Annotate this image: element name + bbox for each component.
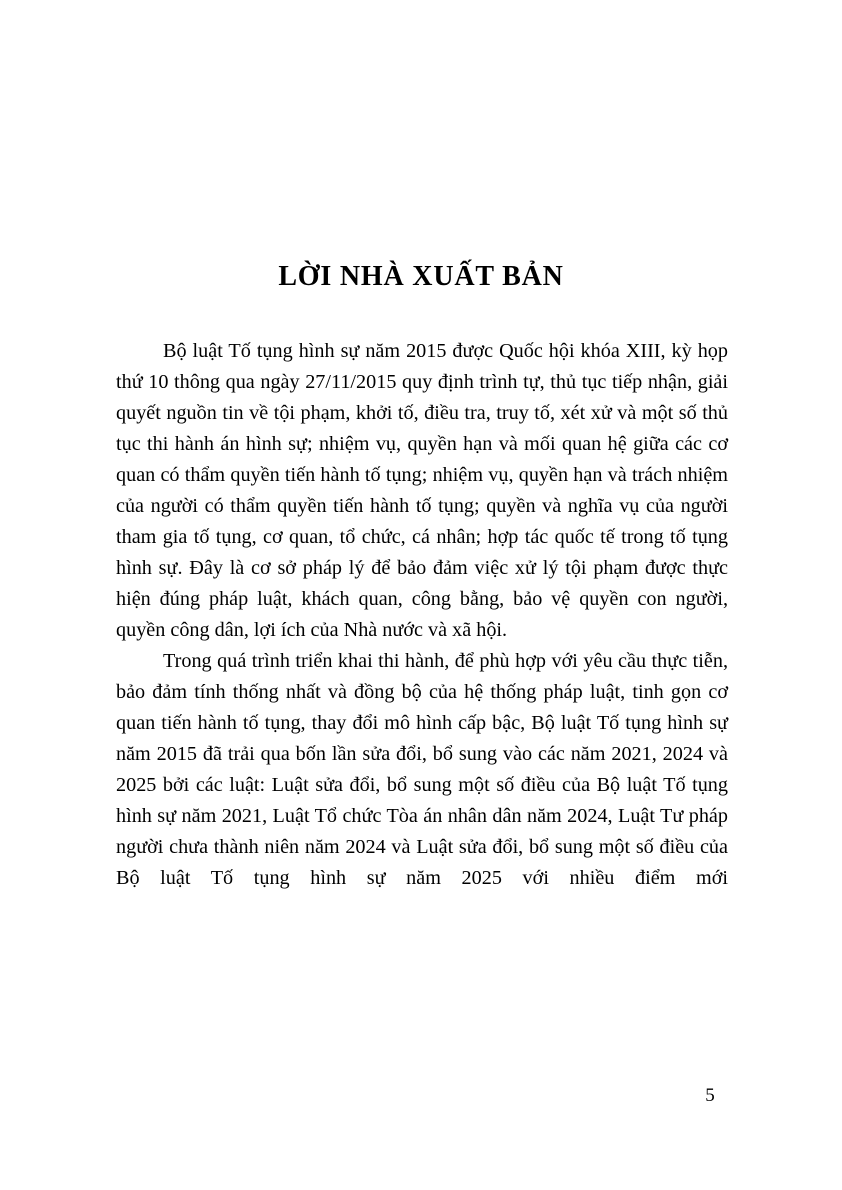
page-title: LỜI NHÀ XUẤT BẢN	[278, 260, 564, 292]
page-number: 5	[705, 1085, 715, 1106]
body-text-block	[116, 336, 728, 925]
paragraph-2: Trong quá trình triển khai thi hành, để phù hợp với yêu cầu thực tiễn, bảo đảm tính thống nhất và đồng bộ của hệ thống pháp luật, tinh gọn cơ quan tiến hành tố tụng, thay đổi mô hình cấp bậc, Bộ luật Tố tụng hình sự năm 2015 đã trải qua bốn lần sửa đổi, bổ sung vào các năm 2021, 2024 và 2025 bởi các luật: Luật sửa đổi, bổ sung một số điều của Bộ luật Tố tụng hình sự năm 2021, Luật Tổ chức Tòa án nhân dân năm 2024, Luật Tư pháp người chưa thành niên năm 2024 và Luật sửa đổi, bổ sung một số điều của Bộ luật Tố tụng hình sự năm 2025 với nhiều điểm mới	[116, 650, 728, 889]
paragraph-1: Bộ luật Tố tụng hình sự năm 2015 được Quốc hội khóa XIII, kỳ họp thứ 10 thông qua ngày 27/11/2015 quy định trình tự, thủ tục tiếp nhận, giải quyết nguồn tin về tội phạm, khởi tố, điều tra, truy tố, xét xử và một số thủ tục thi hành án hình sự; nhiệm vụ, quyền hạn và mối quan hệ giữa các cơ quan có thẩm quyền tiến hành tố tụng; nhiệm vụ, quyền hạn và trách nhiệm của người có thẩm quyền tiến hành tố tụng; quyền và nghĩa vụ của người tham gia tố tụng, cơ quan, tổ chức, cá nhân; hợp tác quốc tế trong tố tụng hình sự. Đây là cơ sở pháp lý để bảo đảm việc xử lý tội phạm được thực hiện đúng pháp luật, khách quan, công bằng, bảo vệ quyền con người, quyền công dân, lợi ích của Nhà nước và xã hội.	[116, 340, 728, 641]
